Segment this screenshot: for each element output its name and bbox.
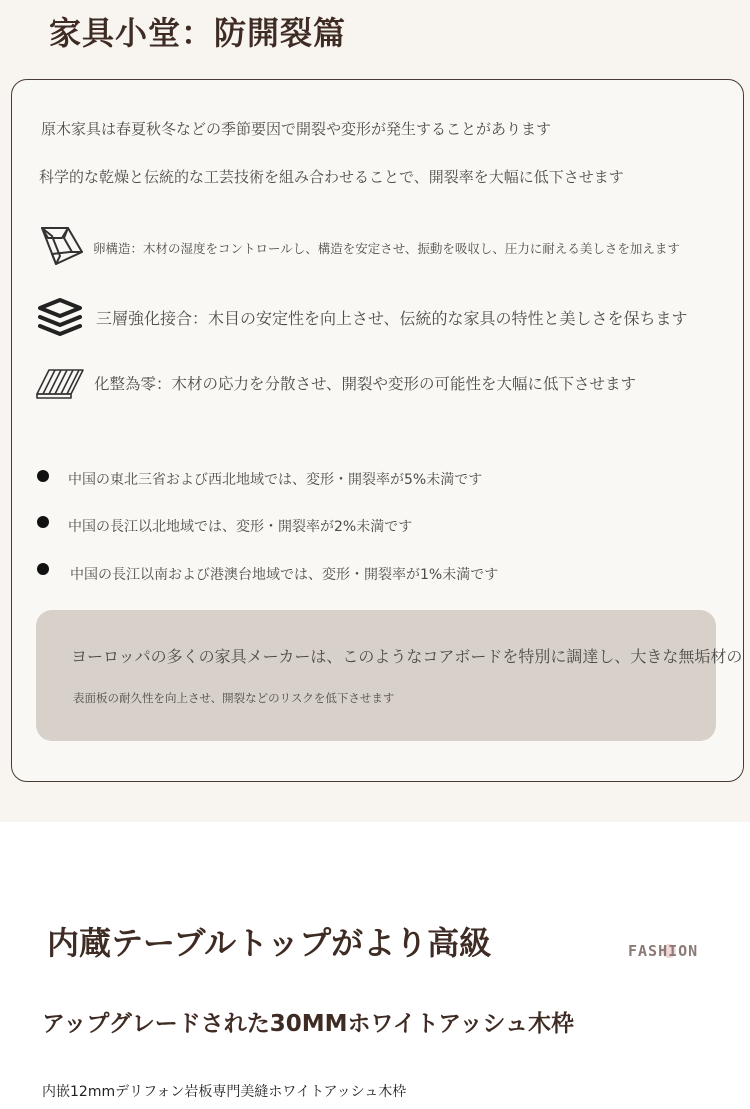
section-note: 内嵌12mmデリフォン岩板専門美縫ホワイトアッシュ木枠 xyxy=(42,1084,407,1100)
quote-line-2: 表面板の耐久性を向上させ、開裂などのリスクを低下させます xyxy=(73,691,395,705)
page-title: 家具小堂：防開裂篇 xyxy=(49,14,347,52)
bullet-northeast: 中国の東北三省および西北地域では、変形・開裂率が5%未満です xyxy=(68,472,483,488)
bullet-dot xyxy=(37,516,49,528)
quote-box xyxy=(36,610,716,741)
wood-planks-icon xyxy=(35,366,85,402)
triangular-knot-icon xyxy=(38,224,86,268)
section-title: 内蔵テーブルトップがより高級 xyxy=(47,924,492,962)
bullet-south-yangtze: 中国の長江以南および港澳台地域では、変形・開裂率が1%未満です xyxy=(70,567,499,583)
section-subtitle: アップグレードされた30MMホワイトアッシュ木枠 xyxy=(42,1011,575,1037)
feature-egg-structure: 卵構造：木材の湿度をコントロールし、構造を安定させ、振動を吸収し、圧力に耐える美しさを加えます xyxy=(93,241,680,256)
brand-logo: FASHION xyxy=(628,942,699,960)
layered-boards-icon xyxy=(36,296,84,336)
feature-three-layer: 三層強化接合：木目の安定性を向上させ、伝統的な家具の特性と美しさを保ちます xyxy=(96,309,688,328)
intro-line-2: 科学的な乾燥と伝統的な工芸技術を組み合わせることで、開裂率を大幅に低下させます xyxy=(39,168,624,186)
bullet-dot xyxy=(37,470,49,482)
feature-dispersion: 化整為零：木材の応力を分散させ、開裂や変形の可能性を大幅に低下させます xyxy=(94,375,637,393)
bullet-dot xyxy=(37,563,49,575)
bullet-north-yangtze: 中国の長江以北地域では、変形・開裂率が2%未満です xyxy=(68,519,413,535)
intro-line-1: 原木家具は春夏秋冬などの季節要因で開裂や変形が発生することがあります xyxy=(41,120,552,138)
quote-line-1: ヨーロッパの多くの家具メーカーは、このようなコアボードを特別に調達し、大きな無垢材の xyxy=(71,647,743,666)
